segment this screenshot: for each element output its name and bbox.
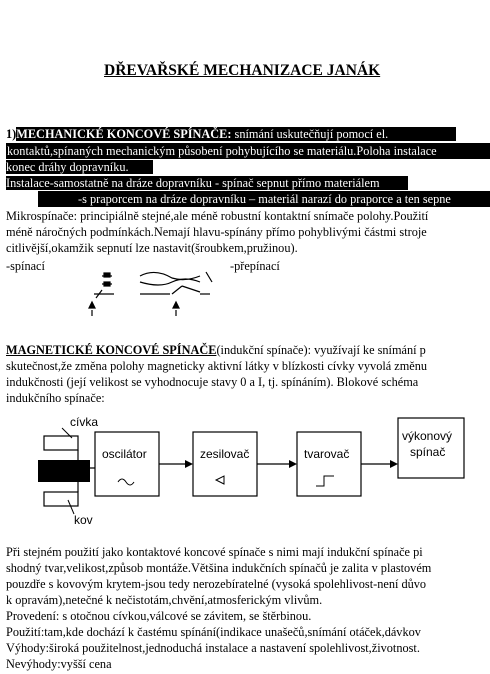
section2-line3: indukčnosti (její velikost se vyhodnocuje stavy 0 a I, tj. spínáním). Blokové schéma — [6, 375, 419, 389]
block-output-label-1: výkonový — [402, 429, 453, 443]
block-output-switch — [398, 418, 464, 478]
section3-line6: Použití:tam,kde dochází k častému spínání(indikace unašečů,snímání otáček,dávkov — [6, 625, 421, 639]
section3-line2: shodný tvar,velikost,způsob montáže.Většina indukčních spínačů je zalita v plastovém — [6, 561, 432, 575]
spinaci-switch-symbol — [89, 273, 114, 316]
section1-line5: -s praporcem na dráze dopravníku – materiál narazí do praporce a ten sepne — [38, 191, 490, 207]
section1-heading: MECHANICKÉ KONCOVÉ SPÍNAČE: — [16, 127, 232, 141]
block-shaper-label: tvarovač — [304, 447, 350, 461]
section3-line8: Nevýhody:vyšší cena — [6, 657, 112, 671]
block-shaper — [297, 432, 361, 496]
section1-line3-wrap — [6, 159, 153, 175]
section1-line6: Mikrospínače: principiálně stejné,ale méně robustní kontaktní snímače polohy.Použití — [6, 209, 429, 223]
core-label: kov — [74, 513, 93, 527]
label-prepinaci: -přepínací — [230, 259, 280, 273]
page-title: DŘEVAŘSKÉ MECHANIZACE JANÁK — [104, 62, 381, 79]
section2-line4: indukčního spínače: — [6, 391, 105, 405]
coil-label: cívka — [70, 415, 99, 429]
block-output-label-2: spínač — [410, 445, 446, 459]
section3-line4: k opravám),netečné k nečistotám,chvění,atmosferickým vlivům. — [6, 593, 323, 607]
block-oscillator — [95, 432, 159, 496]
section2-line1 — [6, 342, 426, 358]
section2-line2: skutečnost,že změna polohy magneticky aktivní látky v blízkosti cívky vyvolá změnu — [6, 359, 428, 373]
section1-number: 1) — [6, 127, 17, 141]
section3-line1: Při stejném použití jako kontaktové koncové spínače s nimi mají indukční spínače pi — [6, 545, 423, 559]
section1-heading-line — [6, 126, 456, 142]
block-amplifier — [193, 432, 257, 496]
inductive-switch-block-diagram — [0, 410, 490, 535]
section1-line1: snímání uskutečňují pomocí el. — [231, 127, 389, 141]
section3-line7: Výhody:široká použitelnost,jednoduchá instalace a nastavení spolehlivost,životnost. — [6, 641, 420, 655]
coil-sensor — [38, 428, 90, 514]
section1-line4: Instalace-samostatně na dráze dopravníku - spínač sepnut přímo materiálem — [6, 176, 408, 190]
section1-heading-block — [16, 127, 456, 141]
microswitch-symbols — [60, 268, 220, 318]
section1-line2: kontaktů,spínaných mechanickým působení pohybujícího se materiálu.Poloha instalace — [6, 143, 490, 159]
section3-line5: Provedení: s otočnou cívkou,válcové se závitem, se štěrbinou. — [6, 609, 312, 623]
section1-line7: méně náročných podmínkách.Nemají hlavu-spínány přímo pohyblivými částmi stroje — [6, 225, 427, 239]
prepinaci-switch-symbol — [140, 272, 212, 316]
section2-line1-rest: (indukční spínače): využívají ke snímání p — [216, 343, 426, 357]
block-amplifier-label: zesilovač — [200, 447, 250, 461]
section3-line3: pouzdře s kovovým krytem-jsou tedy nerozebíratelné (vysoká spolehlivost-není důvo — [6, 577, 427, 591]
section2-heading: MAGNETICKÉ KONCOVÉ SPÍNAČE — [6, 343, 217, 357]
section1-line3: konec dráhy dopravníku. — [6, 160, 153, 174]
label-spinaci: -spínací — [6, 259, 45, 273]
section1-line4-wrap — [6, 175, 408, 191]
block-oscillator-label: oscilátor — [102, 447, 147, 461]
section1-line8: citlivější,okamžik sepnutí lze nastavit(šroubkem,pružinou). — [6, 241, 298, 255]
